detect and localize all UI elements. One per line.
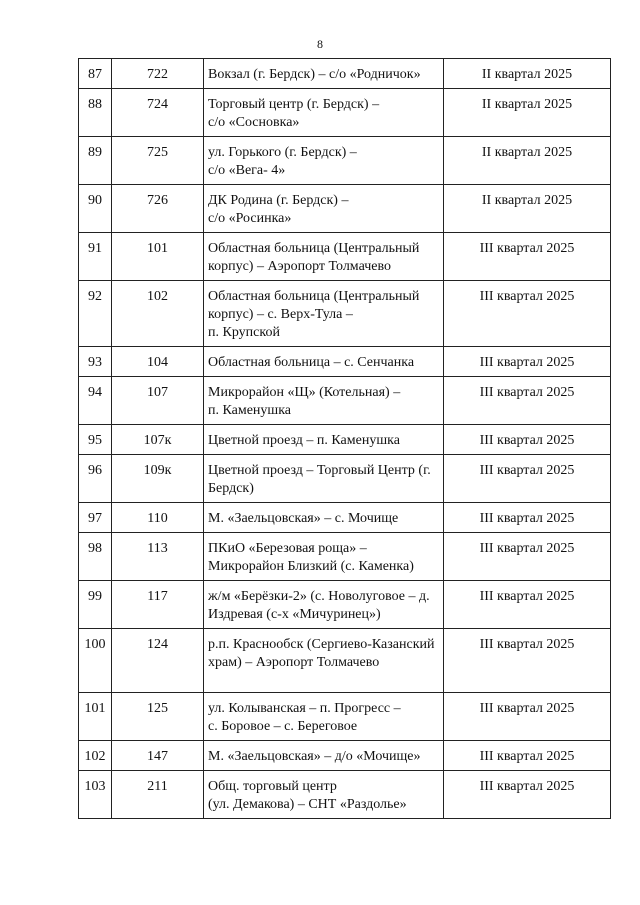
route-number-cell: 725 <box>112 137 204 185</box>
route-description-cell: М. «Заельцовская» – д/о «Мочище» <box>204 741 444 771</box>
period-cell: III квартал 2025 <box>444 581 611 629</box>
row-number-cell: 90 <box>79 185 112 233</box>
table-row <box>79 137 611 185</box>
period-cell: III квартал 2025 <box>444 281 611 347</box>
row-number-cell: 97 <box>79 503 112 533</box>
route-number-cell: 124 <box>112 629 204 693</box>
row-number-cell: 96 <box>79 455 112 503</box>
route-description-cell: М. «Заельцовская» – с. Мочище <box>204 503 444 533</box>
period-cell: III квартал 2025 <box>444 233 611 281</box>
row-number-cell: 92 <box>79 281 112 347</box>
row-number-cell: 103 <box>79 771 112 819</box>
period-cell: III квартал 2025 <box>444 629 611 693</box>
row-number-cell: 87 <box>79 59 112 89</box>
route-description-cell: Микрорайон «Щ» (Котельная) – п. Каменушка <box>204 377 444 425</box>
period-cell: III квартал 2025 <box>444 503 611 533</box>
route-description-cell: Цветной проезд – п. Каменушка <box>204 425 444 455</box>
route-number-cell: 110 <box>112 503 204 533</box>
period-cell: III квартал 2025 <box>444 377 611 425</box>
route-number-cell: 113 <box>112 533 204 581</box>
route-description-cell: ПКиО «Березовая роща» – Микрорайон Близкий (с. Каменка) <box>204 533 444 581</box>
table-row <box>79 693 611 741</box>
table-row <box>79 581 611 629</box>
route-description-cell: р.п. Краснообск (Сергиево-Казанский храм) – Аэропорт Толмачево <box>204 629 444 693</box>
route-description-cell: Областная больница (Центральный корпус) – Аэропорт Толмачево <box>204 233 444 281</box>
period-cell: III квартал 2025 <box>444 533 611 581</box>
table-row <box>79 455 611 503</box>
route-number-cell: 722 <box>112 59 204 89</box>
row-number-cell: 88 <box>79 89 112 137</box>
row-number-cell: 93 <box>79 347 112 377</box>
route-number-cell: 102 <box>112 281 204 347</box>
route-number-cell: 147 <box>112 741 204 771</box>
route-description-cell: ж/м «Берёзки-2» (с. Новолуговое – д. Издревая (с-х «Мичуринец») <box>204 581 444 629</box>
table-row <box>79 377 611 425</box>
table-row <box>79 347 611 377</box>
row-number-cell: 95 <box>79 425 112 455</box>
table-row <box>79 233 611 281</box>
row-number-cell: 94 <box>79 377 112 425</box>
row-number-cell: 102 <box>79 741 112 771</box>
route-description-cell: Торговый центр (г. Бердск) – с/о «Сосновка» <box>204 89 444 137</box>
page-number: 8 <box>317 37 323 51</box>
period-cell: II квартал 2025 <box>444 185 611 233</box>
row-number-cell: 100 <box>79 629 112 693</box>
period-cell: III квартал 2025 <box>444 741 611 771</box>
route-number-cell: 125 <box>112 693 204 741</box>
row-number-cell: 91 <box>79 233 112 281</box>
period-cell: III квартал 2025 <box>444 347 611 377</box>
row-number-cell: 89 <box>79 137 112 185</box>
route-number-cell: 211 <box>112 771 204 819</box>
route-number-cell: 104 <box>112 347 204 377</box>
table-row <box>79 59 611 89</box>
row-number-cell: 99 <box>79 581 112 629</box>
table-row <box>79 533 611 581</box>
route-number-cell: 724 <box>112 89 204 137</box>
routes-table-body <box>79 59 611 819</box>
table-row <box>79 629 611 693</box>
row-number-cell: 98 <box>79 533 112 581</box>
table-row <box>79 89 611 137</box>
table-row <box>79 425 611 455</box>
period-cell: II квартал 2025 <box>444 137 611 185</box>
routes-table <box>78 58 611 819</box>
route-number-cell: 117 <box>112 581 204 629</box>
route-number-cell: 109к <box>112 455 204 503</box>
route-number-cell: 101 <box>112 233 204 281</box>
table-row <box>79 771 611 819</box>
table-row <box>79 503 611 533</box>
period-cell: III квартал 2025 <box>444 693 611 741</box>
route-description-cell: Общ. торговый центр (ул. Демакова) – СНТ «Раздолье» <box>204 771 444 819</box>
period-cell: II квартал 2025 <box>444 89 611 137</box>
table-row <box>79 741 611 771</box>
table-row <box>79 281 611 347</box>
period-cell: III квартал 2025 <box>444 771 611 819</box>
period-cell: III квартал 2025 <box>444 455 611 503</box>
period-cell: II квартал 2025 <box>444 59 611 89</box>
row-number-cell: 101 <box>79 693 112 741</box>
route-number-cell: 726 <box>112 185 204 233</box>
route-number-cell: 107к <box>112 425 204 455</box>
route-description-cell: ул. Колыванская – п. Прогресс – с. Боровое – с. Береговое <box>204 693 444 741</box>
route-number-cell: 107 <box>112 377 204 425</box>
route-description-cell: ул. Горького (г. Бердск) – с/о «Вега- 4» <box>204 137 444 185</box>
period-cell: III квартал 2025 <box>444 425 611 455</box>
route-description-cell: Вокзал (г. Бердск) – с/о «Родничок» <box>204 59 444 89</box>
route-description-cell: Цветной проезд – Торговый Центр (г. Бердск) <box>204 455 444 503</box>
route-description-cell: ДК Родина (г. Бердск) – с/о «Росинка» <box>204 185 444 233</box>
route-description-cell: Областная больница – с. Сенчанка <box>204 347 444 377</box>
route-description-cell: Областная больница (Центральный корпус) – с. Верх-Тула – п. Крупской <box>204 281 444 347</box>
table-row <box>79 185 611 233</box>
